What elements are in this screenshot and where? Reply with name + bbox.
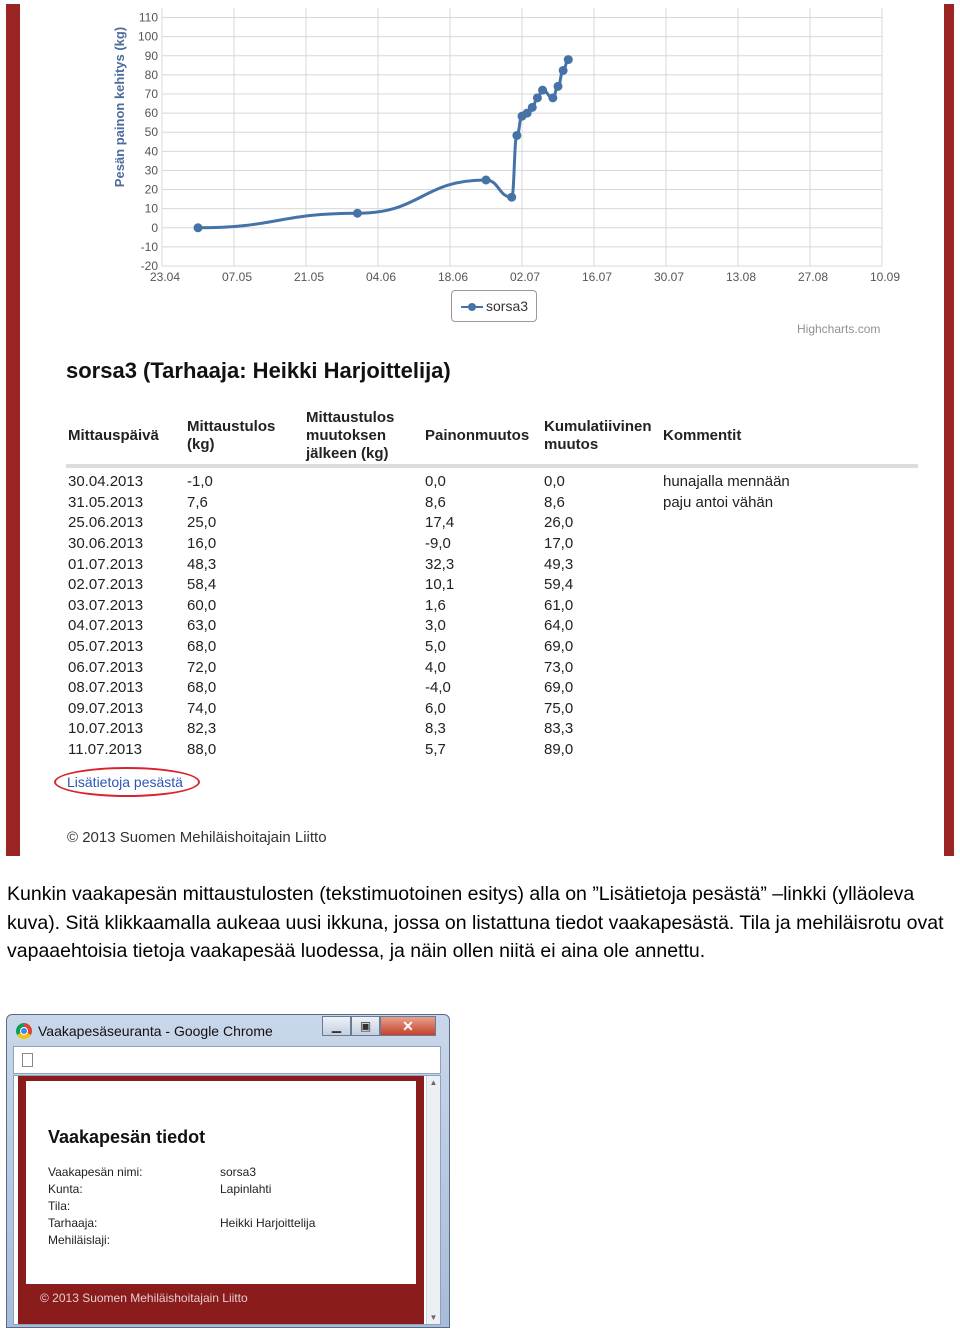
cell-result-after-change [304, 678, 423, 699]
cell-result-after-change [304, 575, 423, 596]
cell-comment [661, 657, 918, 678]
cell-comment [661, 575, 918, 596]
cell-result: 25,0 [187, 514, 217, 532]
maximize-button[interactable]: ▣ [351, 1016, 380, 1036]
window-controls [322, 1016, 436, 1038]
table-row [66, 575, 918, 596]
cell-date: 04.07.2013 [68, 617, 144, 635]
cell-date: 03.07.2013 [68, 596, 144, 614]
cell-date: 10.07.2013 [68, 720, 144, 738]
y-tick-label: 40 [144, 144, 158, 159]
cell-weight-change: 17,4 [425, 514, 455, 532]
cell-comment [661, 554, 918, 575]
cell-cumulative-change: 8,6 [544, 493, 565, 511]
data-point [559, 66, 568, 75]
y-tick-label: 110 [138, 10, 158, 25]
vertical-scrollbar[interactable] [426, 1076, 440, 1324]
field-value: sorsa3 [220, 1165, 257, 1179]
cell-date: 06.07.2013 [68, 658, 144, 676]
data-point [512, 131, 521, 140]
cell-result-after-change [304, 513, 423, 534]
cell-date: 08.07.2013 [68, 679, 144, 697]
data-point [194, 223, 203, 232]
x-tick-label: 23.04 [149, 270, 181, 284]
y-tick-label: 10 [144, 201, 158, 216]
cell-result-after-change [304, 534, 423, 555]
field-label: Tila: [48, 1199, 71, 1213]
table-header-row [66, 408, 918, 466]
cell-result: 72,0 [187, 658, 217, 676]
cell-weight-change: 3,0 [425, 617, 446, 635]
cell-date: 05.07.2013 [68, 638, 144, 656]
cell-weight-change: 32,3 [425, 555, 455, 573]
info-link-highlight [54, 767, 200, 797]
table-row [66, 637, 918, 658]
y-tick-label: 60 [144, 106, 158, 121]
col-header-comments: Kommentit [661, 408, 918, 466]
data-point [482, 176, 491, 185]
table-row [66, 493, 918, 514]
x-tick-label: 04.06 [365, 270, 397, 284]
details-heading: Vaakapesän tiedot [48, 1127, 206, 1147]
cell-cumulative-change: 49,3 [544, 555, 574, 573]
table-row [66, 719, 918, 740]
field-value: Lapinlahti [220, 1182, 272, 1196]
popup-footer: © 2013 Suomen Mehiläishoitajain Liitto [40, 1291, 248, 1305]
col-header-result: Mittaustulos (kg) [185, 408, 304, 466]
y-tick-label: -20 [140, 259, 158, 273]
field-label: Mehiläislaji: [48, 1233, 111, 1247]
table-row [66, 466, 918, 493]
field-label: Vaakapesän nimi: [48, 1165, 143, 1179]
cell-cumulative-change: 26,0 [544, 514, 574, 532]
hive-details-page [18, 1076, 424, 1325]
y-tick-label: 0 [151, 220, 158, 235]
cell-date: 11.07.2013 [68, 741, 142, 759]
cell-result: 68,0 [187, 679, 217, 697]
y-tick-label: 20 [144, 182, 158, 197]
x-tick-label: 21.05 [293, 270, 325, 284]
description-paragraph: Kunkin vaakapesän mittaustulosten (tekstimuotoinen esitys) alla on ”Lisätietoja pesästä” –linkki (ylläoleva kuva). Sitä klikkaamalla aukeaa uusi ikkuna, jossa on listattuna tiedot vaakapesästä. Tila ja mehiläisrotu ovat vapaaehtoisia tietoja vaakapesää luodessa, ja näin ollen niitä ei aina ole annettu. [7, 883, 944, 962]
data-point [564, 55, 573, 64]
chrome-window [6, 1014, 450, 1328]
cell-weight-change: 8,3 [425, 720, 446, 738]
x-tick-label: 18.06 [437, 270, 469, 284]
cell-cumulative-change: 17,0 [544, 535, 574, 553]
hive-title: sorsa3 (Tarhaaja: Heikki Harjoittelija) [66, 358, 451, 383]
table-row [66, 740, 918, 761]
y-tick-label: 100 [137, 29, 158, 44]
cell-cumulative-change: 83,3 [544, 720, 574, 738]
cell-weight-change: 5,0 [425, 638, 446, 656]
cell-result-after-change [304, 596, 423, 617]
chart-legend[interactable] [451, 290, 537, 322]
chrome-logo-icon [16, 1023, 32, 1039]
cell-comment [661, 740, 918, 761]
cell-result: 7,6 [187, 493, 208, 511]
cell-weight-change: 5,7 [425, 741, 446, 759]
data-point [533, 93, 542, 102]
x-tick-label: 30.07 [653, 270, 685, 284]
x-tick-label: 16.07 [581, 270, 613, 284]
cell-result-after-change [304, 740, 423, 761]
cell-result: 74,0 [187, 699, 217, 717]
cell-date: 01.07.2013 [68, 555, 144, 573]
col-header-cumulative-change: Kumulatiivinen muutos [542, 408, 661, 466]
chart-credits-link[interactable]: Highcharts.com [797, 322, 881, 336]
address-bar[interactable] [13, 1046, 441, 1074]
cell-weight-change: 8,6 [425, 493, 446, 511]
table-row [66, 657, 918, 678]
table-row [66, 513, 918, 534]
measurements-table [66, 408, 918, 760]
field-label: Kunta: [48, 1182, 83, 1196]
cell-date: 25.06.2013 [68, 514, 144, 532]
minimize-button[interactable]: ▁ [322, 1016, 351, 1036]
data-point [528, 103, 537, 112]
cell-result-after-change [304, 493, 423, 514]
cell-result: 68,0 [187, 638, 217, 656]
scroll-up-icon[interactable]: ▲ [429, 1078, 438, 1087]
y-tick-label: 90 [144, 48, 158, 63]
info-link[interactable]: Lisätietoja pesästä [67, 774, 183, 790]
col-header-date: Mittauspäivä [66, 408, 185, 466]
cell-comment [661, 678, 918, 699]
cell-comment [661, 513, 918, 534]
col-header-result-after-change: Mittaustulos muutoksen jälkeen (kg) [304, 408, 423, 466]
cell-cumulative-change: 69,0 [544, 638, 574, 656]
data-point [353, 209, 362, 218]
page-footer: © 2013 Suomen Mehiläishoitajain Liitto [67, 829, 327, 846]
cell-cumulative-change: 69,0 [544, 679, 574, 697]
cell-cumulative-change: 64,0 [544, 617, 574, 635]
data-point [538, 86, 547, 95]
cell-comment [661, 596, 918, 617]
cell-result: 16,0 [187, 535, 217, 553]
weight-line-chart [20, 4, 944, 304]
cell-result: 88,0 [187, 741, 217, 759]
cell-result-after-change [304, 657, 423, 678]
data-point [554, 82, 563, 91]
x-tick-label: 02.07 [509, 270, 541, 284]
cell-weight-change: 0,0 [425, 473, 446, 491]
cell-result: 60,0 [187, 596, 217, 614]
cell-date: 09.07.2013 [68, 699, 144, 717]
report-page [20, 4, 944, 856]
cell-date: 31.05.2013 [68, 493, 144, 511]
cell-comment [661, 534, 918, 555]
table-row [66, 678, 918, 699]
cell-weight-change: 6,0 [425, 699, 446, 717]
window-title: Vaakapesäseuranta - Google Chrome [38, 1023, 273, 1039]
scroll-down-icon[interactable]: ▼ [429, 1313, 438, 1322]
cell-date: 02.07.2013 [68, 576, 144, 594]
cell-result: -1,0 [187, 473, 213, 491]
y-tick-label: 70 [144, 87, 158, 101]
cell-result-after-change [304, 554, 423, 575]
cell-comment: hunajalla mennään [663, 473, 790, 491]
cell-result-after-change [304, 637, 423, 658]
table-row [66, 596, 918, 617]
cell-cumulative-change: 61,0 [544, 596, 574, 614]
table-row [66, 616, 918, 637]
cell-cumulative-change: 0,0 [544, 473, 565, 491]
cell-weight-change: 10,1 [425, 576, 455, 594]
y-tick-label: 30 [144, 163, 158, 178]
legend-label: sorsa3 [486, 298, 529, 314]
col-header-weight-change: Painonmuutos [423, 408, 542, 466]
field-label: Tarhaaja: [48, 1216, 98, 1230]
cell-result: 82,3 [187, 720, 217, 738]
cell-result: 58,4 [187, 576, 217, 594]
cell-weight-change: 4,0 [425, 658, 446, 676]
cell-comment [661, 699, 918, 720]
y-tick-label: 50 [144, 125, 158, 140]
cell-weight-change: 1,6 [425, 596, 446, 614]
report-screenshot [6, 4, 954, 856]
cell-comment [661, 719, 918, 740]
data-point [507, 193, 516, 202]
cell-comment [661, 637, 918, 658]
y-tick-label: 80 [144, 67, 158, 82]
x-tick-label: 07.05 [221, 270, 253, 284]
close-button[interactable]: ✕ [380, 1016, 436, 1036]
cell-cumulative-change: 73,0 [544, 658, 574, 676]
cell-result-after-change [304, 616, 423, 637]
y-axis-title: Pesän painon kehitys (kg) [112, 26, 127, 188]
cell-comment: paju antoi vähän [663, 493, 774, 511]
cell-cumulative-change: 75,0 [544, 699, 574, 717]
cell-date: 30.06.2013 [68, 535, 144, 553]
cell-result-after-change [304, 699, 423, 720]
hive-details-content [26, 1081, 416, 1284]
cell-result: 48,3 [187, 555, 217, 573]
page-icon [22, 1053, 33, 1067]
cell-cumulative-change: 59,4 [544, 576, 574, 594]
y-tick-label: -10 [140, 239, 158, 254]
x-tick-label: 10.09 [869, 270, 901, 284]
cell-date: 30.04.2013 [68, 473, 144, 491]
x-tick-label: 27.08 [797, 270, 829, 284]
series-line-sorsa3 [198, 60, 568, 228]
table-row [66, 699, 918, 720]
cell-weight-change: -4,0 [425, 679, 451, 697]
cell-cumulative-change: 89,0 [544, 741, 574, 759]
data-point [548, 93, 557, 102]
cell-weight-change: -9,0 [425, 535, 451, 553]
legend-marker-icon [461, 306, 483, 308]
x-tick-label: 13.08 [725, 270, 757, 284]
table-row [66, 534, 918, 555]
cell-comment [661, 616, 918, 637]
table-row [66, 554, 918, 575]
browser-viewport [13, 1075, 441, 1325]
cell-result-after-change [304, 466, 423, 493]
cell-result-after-change [304, 719, 423, 740]
field-value: Heikki Harjoittelija [220, 1216, 316, 1230]
cell-result: 63,0 [187, 617, 217, 635]
